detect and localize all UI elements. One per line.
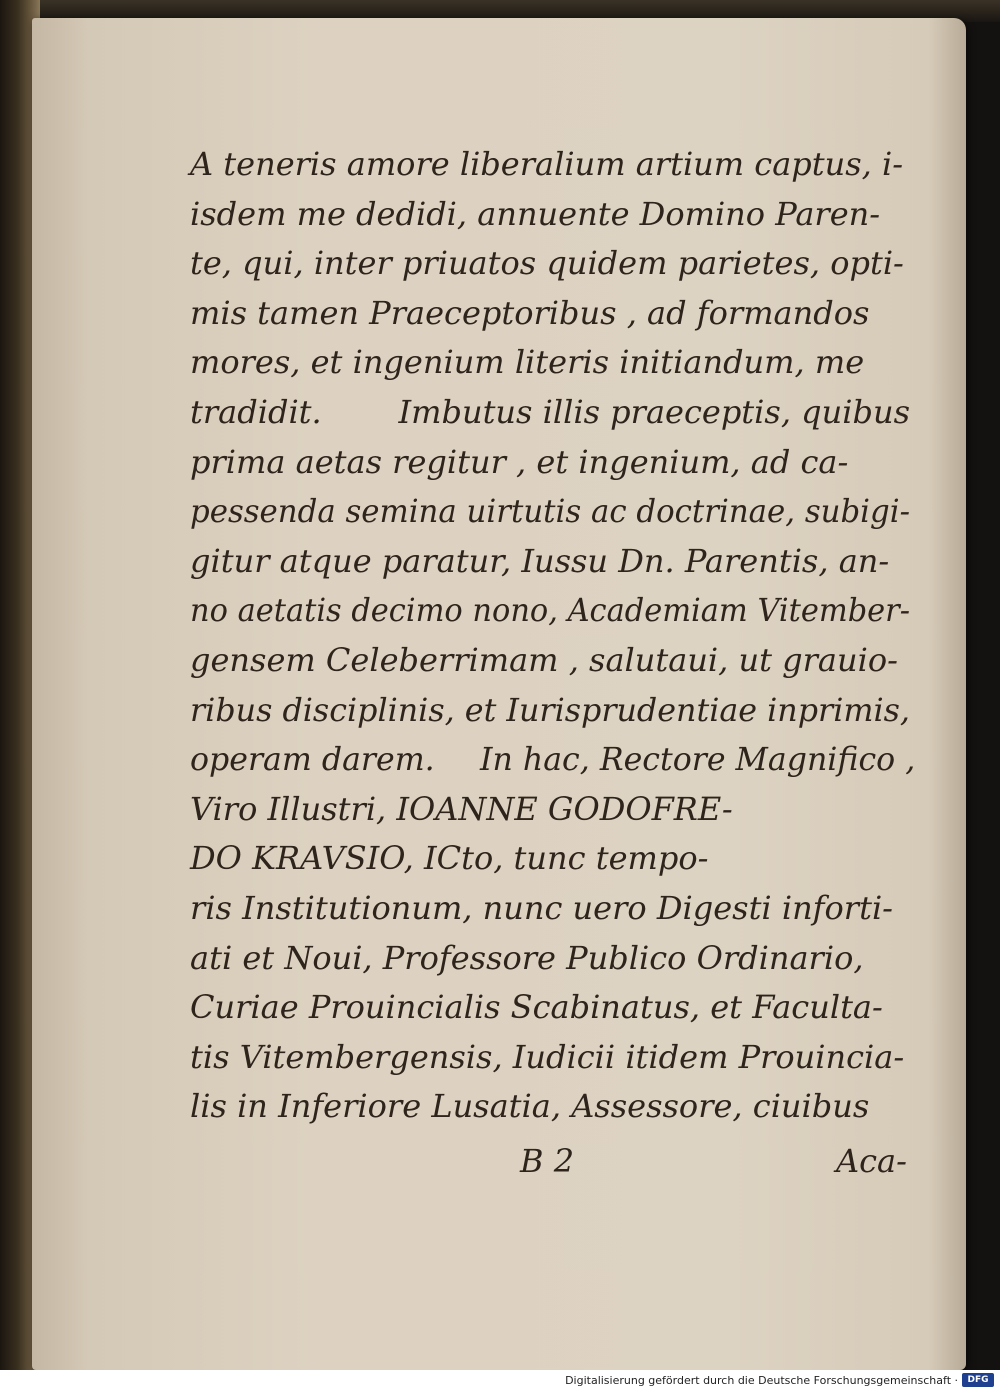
text-line — [190, 735, 916, 785]
text-line-segment: tis Vitembergensis, Iudicii itidem Prouincia- — [190, 1037, 905, 1076]
text-line — [190, 884, 910, 934]
text-line — [190, 834, 910, 884]
text-line — [190, 586, 910, 636]
text-line-segment: Imbutus illis praeceptis, quibus — [398, 392, 910, 431]
text-line — [190, 686, 910, 736]
text-line-segment: tradidit. — [190, 392, 322, 431]
book-page — [32, 18, 966, 1370]
text-line-segment: isdem me dedidi, annuente Domino Paren- — [190, 194, 881, 233]
text-line-segment: pessenda semina uirtutis ac doctrinae, subigi- — [190, 492, 910, 531]
text-line-segment: ribus disciplinis, et Iurisprudentiae inprimis, — [190, 690, 910, 729]
text-line — [190, 1033, 910, 1083]
text-line-segment: ris Institutionum, nunc uero Digesti inforti- — [190, 888, 893, 927]
text-line-segment: gitur atque paratur, Iussu Dn. Parentis, an- — [190, 541, 890, 580]
text-line — [190, 785, 910, 835]
text-line — [190, 438, 910, 488]
text-line-segment: Viro Illustri, IOANNE GODOFRE- — [190, 789, 733, 828]
text-line-segment: prima aetas regitur , et ingenium, ad ca- — [190, 442, 849, 481]
text-line — [190, 636, 910, 686]
text-line — [190, 388, 910, 438]
text-line-segment: DO KRAVSIO, ICto, tunc tempo- — [190, 839, 709, 878]
text-line — [190, 983, 910, 1033]
signature-mark: B 2 — [520, 1142, 575, 1180]
footer-bar — [0, 1370, 1000, 1391]
text-line — [190, 934, 910, 984]
text-line-segment: In hac, Rectore Magnifico , — [480, 740, 916, 779]
text-line-segment: gensem Celeberrimam , salutaui, ut grauio- — [190, 640, 898, 679]
footer-credit: Digitalisierung gefördert durch die Deutsche Forschungsgemeinschaft · — [565, 1374, 958, 1387]
catchword: Aca- — [836, 1142, 907, 1180]
text-line — [190, 338, 910, 388]
text-line-segment: mis tamen Praeceptoribus , ad formandos — [190, 293, 870, 332]
text-line-segment: lis in Inferiore Lusatia, Assessore, ciuibus — [190, 1087, 870, 1126]
text-line-segment: A teneris amore liberalium artium captus, i- — [190, 145, 904, 183]
text-line — [190, 1082, 910, 1132]
body-text — [190, 140, 916, 1132]
text-line-segment: Curiae Prouincialis Scabinatus, et Faculta- — [190, 988, 883, 1027]
text-line-segment: no aetatis decimo nono, Academiam Vitember- — [190, 591, 910, 630]
text-line — [190, 239, 910, 289]
dfg-logo-icon: DFG — [962, 1373, 994, 1387]
text-line — [190, 487, 910, 537]
text-line-segment: ati et Noui, Professore Publico Ordinario, — [190, 938, 864, 977]
text-line — [190, 537, 910, 587]
text-line-segment: te, qui, inter priuatos quidem parietes, opti- — [190, 244, 904, 283]
text-line-segment: operam darem. — [190, 740, 435, 779]
text-line — [190, 289, 910, 339]
text-line-segment: mores, et ingenium literis initiandum, me — [190, 343, 865, 382]
text-line — [190, 140, 910, 190]
text-line — [190, 190, 910, 240]
